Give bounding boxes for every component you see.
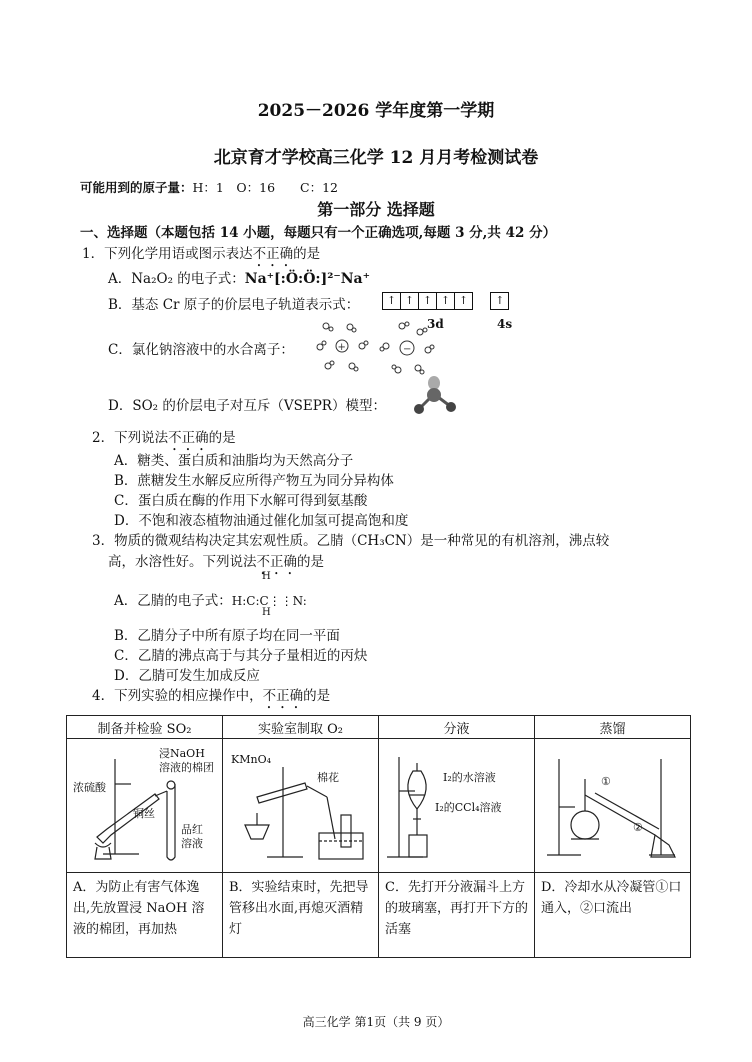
q1-a-text: A．Na₂O₂ 的电子式： [108,271,245,287]
o2-apparatus-cell [223,739,379,873]
so2-apparatus-cell [67,739,223,873]
q2-stem-post: 的是 [208,430,236,446]
q3-option-d: D．乙腈可发生加成反应 [114,668,260,684]
orbital-3d-label: 3d [427,317,444,331]
label-copper-wire: 铜丝 [133,807,155,820]
so2-vsepr-model [410,376,464,418]
experiment-table [66,715,691,958]
q4-option-b: B．实验结束时，先把导管移出水面,再熄灭酒精灯 [223,873,379,958]
q3-stem-emphasis: 不正确 [256,554,297,570]
q1-option-b [108,293,359,313]
distillation-apparatus-cell [535,739,691,873]
year-title: 2025－2026 学年度第一学期 [257,101,495,121]
q4-stem-post: 的是 [303,688,331,704]
q4-stem-emphasis: 不正确 [262,688,304,704]
distillation-apparatus-diagram [535,739,690,872]
svg-text:+: + [337,342,346,353]
hydrated-ions-diagram [312,320,442,378]
acetonitrile-h-bottom: H [262,607,271,618]
q4-option-c: C．先打开分液漏斗上方的玻璃塞，再打开下方的活塞 [379,873,535,958]
q3-option-b: B．乙腈分子中所有原子均在同一平面 [114,628,340,644]
label-fuchsin-1: 品红 [181,823,203,836]
header-so2: 制备并检验 SO₂ [67,716,223,739]
q1-stem-pre: 1．下列化学用语或图示表达 [82,246,253,262]
label-naoh-cotton-1: 浸NaOH [159,747,205,760]
q1-stem [82,242,320,270]
label-kmno4: KMnO₄ [231,753,271,766]
label-i2-aqueous: I₂的水溶液 [443,771,496,784]
q3-stem-pre: 高，水溶性好。下列说法 [108,554,257,570]
q2-stem-pre: 2．下列说法 [92,430,169,446]
page-footer: 高三化学 第1页（共 9 页） [302,1015,450,1029]
q2-option-c: C．蛋白质在酶的作用下水解可得到氨基酸 [114,493,368,509]
part-title: 第一部分 选择题 [317,200,435,219]
header-separation: 分液 [379,716,535,739]
acetonitrile-h-top: H [262,571,271,582]
q4-option-a: A．为防止有害气体逸出,先放置浸 NaOH 溶液的棉团，再加热 [67,873,223,958]
label-i2-ccl4: I₂的CCl₄溶液 [435,801,502,814]
q1-d-text: D．SO₂ 的价层电子对互斥（VSEPR）模型： [108,398,386,414]
q2-option-a: A．糖类、蛋白质和油脂均为天然高分子 [114,453,354,469]
atomic-masses-values: H：1 O：16 C：12 [192,180,338,195]
q3-option-a [114,589,307,609]
q2-option-b: B．蔗糖发生水解反应所得产物互为同分异构体 [114,473,394,489]
table-header-row [67,716,691,739]
header-o2: 实验室制取 O₂ [223,716,379,739]
label-port-1: ① [601,775,611,788]
q1-option-c [108,338,294,358]
separation-apparatus-cell [379,739,535,873]
label-conc-sulfuric-acid: 浓硫酸 [73,781,106,794]
label-naoh-cotton-2: 溶液的棉团 [159,761,214,774]
section-heading: 一、选择题（本题包括 14 小题，每题只有一个正确选项,每题 3 分,共 42 分） [80,225,557,241]
q3-stem-line2 [108,550,324,578]
q1-stem-emphasis: 不正确 [252,246,294,262]
q3-stem-line1: 3．物质的微观结构决定其宏观性质。乙腈（CH₃CN）是一种常见的有机溶剂，沸点较 [92,533,610,549]
atomic-masses-label: 可能用到的原子量： [80,180,193,195]
q1-b-text: B．基态 Cr 原子的价层电子轨道表示式： [108,297,360,313]
q3-stem-post: 的是 [297,554,324,570]
label-cotton: 棉花 [317,771,339,784]
q1-c-text: C．氯化钠溶液中的水合离子： [108,342,294,358]
exam-title: 北京育才学校高三化学 12 月月考检测试卷 [213,148,539,168]
q2-option-d: D．不饱和液态植物油通过催化加氢可提高饱和度 [114,513,409,529]
acetonitrile-electron-formula: H:C:C⋮⋮N: [231,594,307,608]
table-picture-row [67,739,691,873]
q4-stem [92,684,330,712]
header-distillation: 蒸馏 [535,716,691,739]
label-port-2: ② [633,821,643,834]
q1-option-d [108,394,386,414]
q3-option-c: C．乙腈的沸点高于与其分子量相近的丙炔 [114,648,368,664]
svg-text:−: − [403,344,412,355]
atomic-masses [80,178,338,196]
cr-orbital-diagram: ↑ ↑ ↑ ↑ ↑ ↑ [382,292,508,310]
q1-option-a [108,267,370,287]
orbital-4s-label: 4s [497,317,513,331]
na2o2-electron-formula: Na⁺[:Ö:Ö:]²⁻Na⁺ [244,271,370,287]
q4-option-d: D．冷却水从冷凝管①口通入，②口流出 [535,873,691,958]
q1-stem-post: 的是 [293,246,321,262]
q4-stem-pre: 4．下列实验的相应操作中， [92,688,263,704]
q2-stem-emphasis: 不正确 [168,430,209,446]
label-fuchsin-2: 溶液 [181,837,203,850]
table-options-row [67,873,691,958]
q3-a-text: A．乙腈的电子式： [114,593,232,609]
